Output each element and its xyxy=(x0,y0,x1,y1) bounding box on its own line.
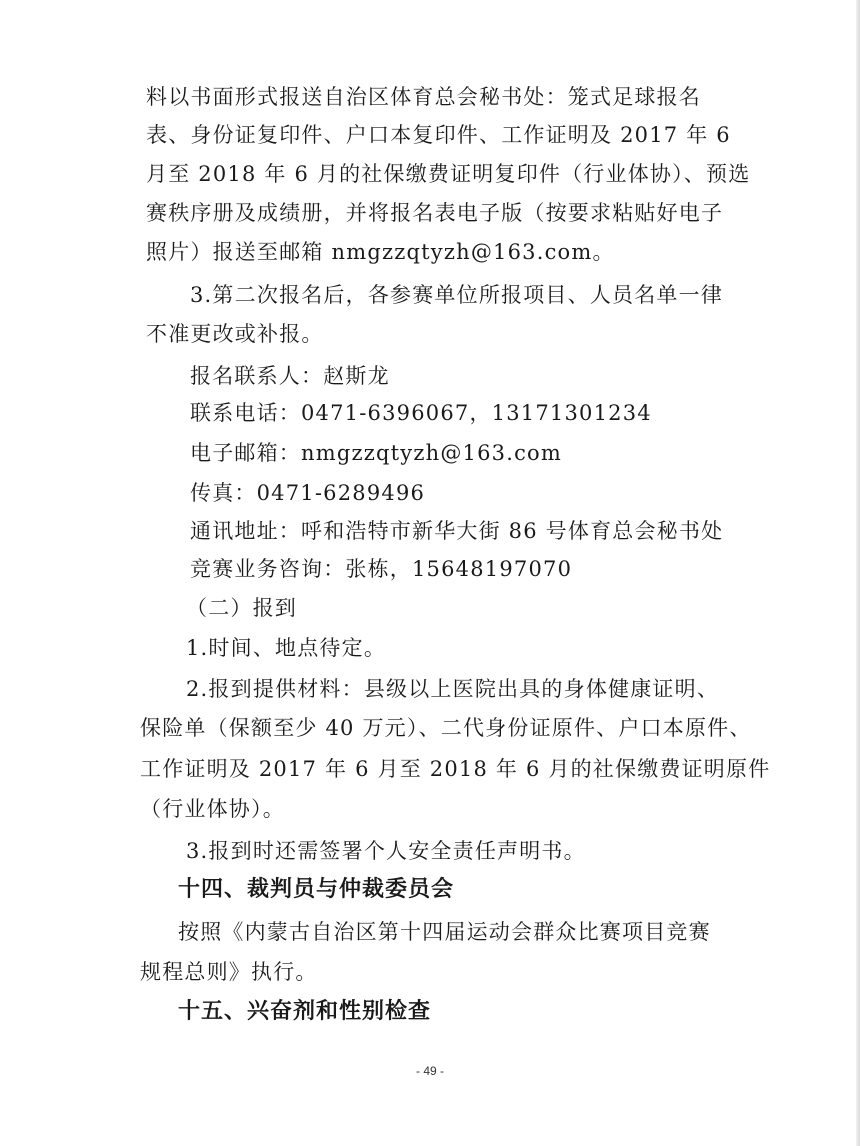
section-14-text-line-2: 规程总则》执行。 xyxy=(140,960,318,984)
section-14-text-line-1: 按照《内蒙古自治区第十四届运动会群众比赛项目竞赛 xyxy=(178,920,711,944)
body-line-3: 月至 2018 年 6 月的社保缴费证明复印件（行业体协）、预选 xyxy=(146,162,751,186)
registration-item-3: 3.报到时还需签署个人安全责任声明书。 xyxy=(186,839,586,863)
section-15-heading: 十五、兴奋剂和性别检查 xyxy=(178,999,432,1024)
contact-address: 通讯地址：呼和浩特市新华大街 86 号体育总会秘书处 xyxy=(190,519,724,543)
registration-item-2-cont-3: （行业体协）。 xyxy=(140,797,285,821)
contact-phone: 联系电话：0471-6396067，13171301234 xyxy=(190,401,652,425)
subsection-registration: （二）报到 xyxy=(186,596,297,620)
registration-item-2: 2.报到提供材料：县级以上医院出具的身体健康证明、 xyxy=(186,677,720,701)
body-line-2: 表、身份证复印件、户口本复印件、工作证明及 2017 年 6 xyxy=(146,123,731,147)
body-line-6: 3.第二次报名后，各参赛单位所报项目、人员名单一律 xyxy=(190,283,724,307)
body-line-4: 赛秩序册及成绩册，并将报名表电子版（按要求粘贴好电子 xyxy=(146,201,724,225)
registration-item-2-cont-1: 保险单（保额至少 40 万元）、二代身份证原件、户口本原件、 xyxy=(140,716,752,740)
contact-person: 报名联系人：赵斯龙 xyxy=(190,364,390,388)
body-line-5: 照片）报送至邮箱 nmgzzqtyzh@163.com。 xyxy=(146,240,615,264)
registration-item-2-cont-2: 工作证明及 2017 年 6 月至 2018 年 6 月的社保缴费证明原件 xyxy=(140,757,771,781)
body-line-7: 不准更改或补报。 xyxy=(146,322,324,346)
section-14-heading: 十四、裁判员与仲裁委员会 xyxy=(178,877,455,902)
registration-item-1: 1.时间、地点待定。 xyxy=(186,636,387,660)
contact-email: 电子邮箱：nmgzzqtyzh@163.com xyxy=(190,441,563,465)
contact-fax: 传真：0471-6289496 xyxy=(190,481,426,505)
scan-edge-shadow xyxy=(856,0,860,1146)
contact-consult: 竞赛业务咨询：张栋，15648197070 xyxy=(190,557,573,581)
body-line-1: 料以书面形式报送自治区体育总会秘书处：笼式足球报名 xyxy=(146,85,701,109)
page-number: - 49 - xyxy=(415,1064,444,1078)
